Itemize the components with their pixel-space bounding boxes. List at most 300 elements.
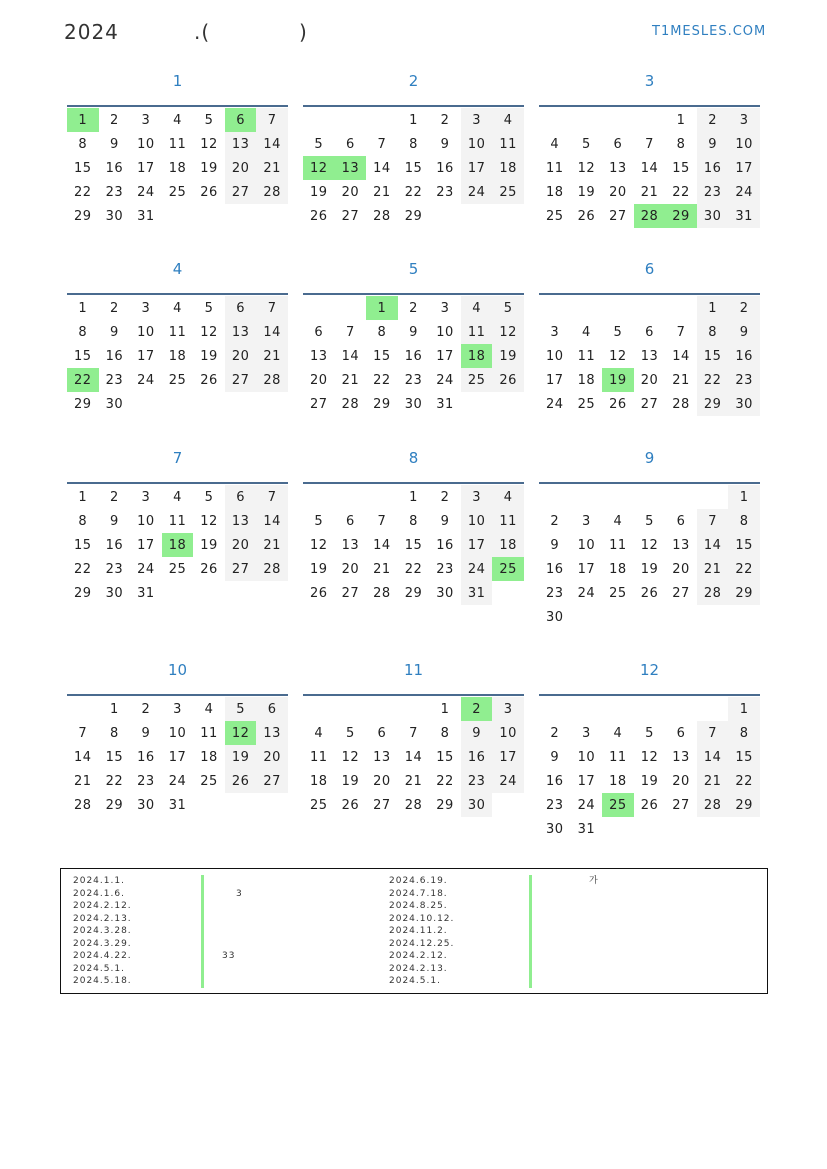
holiday-legend-row — [389, 925, 759, 938]
week-row — [303, 533, 524, 557]
holiday-legend-row — [73, 925, 373, 938]
day-cell: 2 — [550, 513, 560, 529]
day-cell: 12 — [341, 749, 360, 765]
holiday-day-cell: 18 — [461, 344, 493, 368]
empty-cell — [539, 485, 571, 509]
holiday-color-marker — [529, 925, 532, 938]
day-cell: 16 — [105, 537, 124, 553]
weekend-day-cell: 27 — [225, 557, 257, 581]
week-row — [303, 108, 524, 132]
holiday-day-cell: 13 — [335, 156, 367, 180]
empty-cell — [193, 793, 225, 817]
month-rule — [67, 293, 288, 295]
day-cell: 27 — [341, 585, 360, 601]
weekend-day-cell: 8 — [697, 320, 729, 344]
day-cell: 30 — [105, 396, 124, 412]
holiday-legend-right-column — [389, 875, 759, 988]
day-cell: 9 — [141, 725, 151, 741]
day-cell: 4 — [314, 725, 324, 741]
week-row — [67, 721, 288, 745]
holiday-date: 2024.6.19. — [389, 876, 448, 886]
holiday-date: 2024.5.18. — [73, 976, 132, 986]
month-days-table — [539, 296, 760, 416]
day-cell: 30 — [105, 585, 124, 601]
day-cell: 13 — [672, 749, 690, 765]
week-row — [539, 721, 760, 745]
weekend-day-cell: 16 — [461, 745, 493, 769]
empty-cell — [225, 204, 257, 228]
day-cell: 26 — [640, 585, 659, 601]
weekend-day-cell: 14 — [256, 132, 288, 156]
day-cell: 10 — [577, 537, 596, 553]
day-cell: 11 — [168, 136, 187, 152]
week-row — [67, 320, 288, 344]
day-cell: 15 — [373, 348, 391, 364]
holiday-day-cell: 29 — [665, 204, 697, 228]
holiday-color-marker — [201, 938, 204, 951]
empty-cell — [461, 204, 493, 228]
day-cell: 11 — [168, 324, 187, 340]
day-cell: 3 — [173, 701, 182, 717]
day-cell: 2 — [141, 701, 151, 717]
empty-cell — [539, 108, 571, 132]
weekend-day-cell: 10 — [461, 509, 493, 533]
holiday-date: 2024.3.29. — [73, 938, 132, 949]
month-rule — [539, 694, 760, 696]
week-row — [539, 132, 760, 156]
empty-cell — [602, 485, 634, 509]
month-rule — [539, 105, 760, 107]
weekend-day-cell: 19 — [225, 745, 257, 769]
month-days-table — [539, 108, 760, 228]
day-cell: 13 — [373, 749, 391, 765]
month-calendar — [303, 255, 524, 416]
month-title: 5 — [408, 260, 419, 278]
week-row — [303, 320, 524, 344]
weekend-day-cell: 17 — [492, 745, 524, 769]
day-cell: 6 — [345, 136, 355, 152]
day-cell: 22 — [74, 561, 92, 577]
day-cell: 5 — [314, 136, 324, 152]
day-cell: 17 — [137, 537, 155, 553]
weekend-day-cell: 9 — [728, 320, 760, 344]
holiday-color-marker — [529, 913, 532, 926]
empty-cell — [225, 581, 257, 605]
day-cell: 15 — [404, 160, 423, 176]
weekend-day-cell: 3 — [492, 697, 524, 721]
empty-cell — [634, 485, 666, 509]
day-cell: 2 — [109, 112, 119, 128]
day-cell: 6 — [613, 136, 623, 152]
empty-cell — [602, 697, 634, 721]
day-cell: 19 — [200, 348, 218, 364]
empty-cell — [162, 581, 194, 605]
holiday-legend-row — [73, 950, 373, 963]
day-cell: 11 — [609, 749, 627, 765]
day-cell: 24 — [168, 773, 187, 789]
day-cell: 6 — [676, 725, 686, 741]
holiday-date: 2024.12.25. — [389, 938, 455, 949]
day-cell: 29 — [105, 797, 124, 813]
day-cell: 27 — [672, 797, 690, 813]
week-row — [303, 132, 524, 156]
day-cell: 19 — [640, 773, 659, 789]
holiday-date: 2024.4.22. — [73, 951, 132, 961]
empty-cell — [665, 296, 697, 320]
empty-cell — [665, 697, 697, 721]
month-title: 10 — [167, 661, 188, 679]
day-cell: 17 — [577, 773, 596, 789]
empty-cell — [634, 605, 666, 629]
day-cell: 15 — [436, 749, 454, 765]
weekend-day-cell: 6 — [225, 296, 257, 320]
holiday-legend — [60, 868, 768, 994]
empty-cell — [256, 204, 288, 228]
week-row — [303, 180, 524, 204]
holiday-name: 3 — [236, 888, 243, 899]
week-row — [67, 533, 288, 557]
day-cell: 15 — [672, 160, 690, 176]
holiday-date: 2024.2.13. — [73, 913, 132, 924]
day-cell: 6 — [314, 324, 324, 340]
weekend-day-cell: 29 — [728, 793, 760, 817]
day-cell: 26 — [200, 184, 218, 200]
weekend-day-cell: 13 — [225, 509, 257, 533]
holiday-day-cell: 12 — [303, 156, 335, 180]
day-cell: 20 — [310, 372, 328, 388]
day-cell: 25 — [168, 561, 187, 577]
day-cell: 29 — [74, 585, 92, 601]
holiday-color-marker — [201, 925, 204, 938]
day-cell: 2 — [550, 725, 560, 741]
month-days-table — [67, 485, 288, 605]
day-cell: 2 — [440, 112, 450, 128]
week-row — [539, 745, 760, 769]
day-cell: 27 — [672, 585, 690, 601]
week-row — [67, 509, 288, 533]
empty-cell — [634, 817, 666, 841]
weekend-day-cell: 27 — [225, 180, 257, 204]
day-cell: 16 — [546, 773, 564, 789]
holiday-day-cell: 2 — [461, 697, 493, 721]
day-cell: 26 — [640, 797, 659, 813]
month-rule — [67, 482, 288, 484]
month-title: 7 — [172, 449, 183, 467]
holiday-color-marker — [201, 875, 204, 888]
day-cell: 25 — [546, 208, 564, 224]
day-cell: 17 — [546, 372, 564, 388]
holiday-color-marker — [529, 950, 532, 963]
day-cell: 8 — [440, 725, 450, 741]
weekend-day-cell: 30 — [697, 204, 729, 228]
day-cell: 11 — [168, 513, 187, 529]
holiday-date: 2024.5.1. — [389, 976, 441, 986]
weekend-day-cell: 4 — [461, 296, 493, 320]
weekend-day-cell: 10 — [461, 132, 493, 156]
day-cell: 23 — [546, 585, 564, 601]
week-row — [539, 320, 760, 344]
weekend-day-cell: 9 — [461, 721, 493, 745]
day-cell: 20 — [640, 372, 659, 388]
empty-cell — [461, 392, 493, 416]
brand-link[interactable]: T1MESLES.COM — [652, 24, 767, 39]
weekend-day-cell: 5 — [225, 697, 257, 721]
day-cell: 18 — [200, 749, 218, 765]
day-cell: 4 — [173, 300, 182, 316]
week-row — [539, 344, 760, 368]
day-cell: 3 — [581, 513, 591, 529]
empty-cell — [492, 793, 524, 817]
week-row — [303, 344, 524, 368]
weekend-day-cell: 8 — [728, 509, 760, 533]
weekend-day-cell: 17 — [461, 533, 493, 557]
day-cell: 24 — [137, 372, 155, 388]
empty-cell — [539, 697, 571, 721]
day-cell: 21 — [640, 184, 659, 200]
holiday-color-marker — [529, 963, 532, 976]
weekend-day-cell: 28 — [697, 581, 729, 605]
holiday-color-marker — [529, 900, 532, 913]
week-row — [539, 108, 760, 132]
week-row — [303, 581, 524, 605]
weekend-day-cell: 21 — [256, 533, 288, 557]
day-cell: 26 — [609, 396, 627, 412]
day-cell: 26 — [577, 208, 596, 224]
month-title: 6 — [644, 260, 655, 278]
week-row — [303, 368, 524, 392]
day-cell: 19 — [310, 561, 328, 577]
week-row — [303, 557, 524, 581]
empty-cell — [225, 392, 257, 416]
day-cell: 22 — [74, 184, 92, 200]
weekend-day-cell: 4 — [492, 485, 524, 509]
weekend-day-cell: 20 — [256, 745, 288, 769]
week-row — [303, 509, 524, 533]
day-cell: 15 — [74, 537, 92, 553]
holiday-date: 2024.8.25. — [389, 901, 448, 911]
day-cell: 16 — [404, 348, 423, 364]
day-cell: 23 — [105, 184, 124, 200]
day-cell: 7 — [78, 725, 88, 741]
week-row — [539, 793, 760, 817]
week-row — [303, 721, 524, 745]
empty-cell — [193, 392, 225, 416]
weekend-day-cell: 25 — [492, 180, 524, 204]
empty-cell — [256, 793, 288, 817]
holiday-color-marker — [201, 950, 204, 963]
weekend-day-cell: 23 — [697, 180, 729, 204]
weekend-day-cell: 6 — [225, 485, 257, 509]
day-cell: 7 — [676, 324, 686, 340]
day-cell: 27 — [609, 208, 627, 224]
day-cell: 30 — [546, 609, 564, 625]
day-cell: 2 — [409, 300, 418, 316]
day-cell: 12 — [200, 513, 218, 529]
day-cell: 13 — [310, 348, 328, 364]
week-row — [539, 769, 760, 793]
holiday-legend-row — [389, 875, 759, 888]
day-cell: 8 — [109, 725, 119, 741]
empty-cell — [602, 605, 634, 629]
empty-cell — [366, 108, 398, 132]
month-days-table — [67, 296, 288, 416]
day-cell: 7 — [377, 136, 387, 152]
weekend-day-cell: 28 — [697, 793, 729, 817]
weekend-day-cell: 16 — [728, 344, 760, 368]
day-cell: 29 — [404, 585, 423, 601]
month-title: 2 — [408, 72, 419, 90]
day-cell: 18 — [310, 773, 328, 789]
weekend-day-cell: 28 — [256, 368, 288, 392]
weekend-day-cell: 11 — [461, 320, 493, 344]
holiday-color-marker — [529, 888, 532, 901]
weekend-day-cell: 26 — [225, 769, 257, 793]
day-cell: 9 — [109, 324, 119, 340]
month-days-table — [67, 697, 288, 817]
weekend-day-cell: 1 — [728, 697, 760, 721]
day-cell: 17 — [137, 160, 155, 176]
day-cell: 21 — [373, 184, 391, 200]
month-title: 8 — [408, 449, 419, 467]
day-cell: 21 — [672, 372, 690, 388]
month-calendar — [539, 255, 760, 416]
weekend-day-cell: 21 — [697, 769, 729, 793]
day-cell: 16 — [137, 749, 155, 765]
day-cell: 14 — [373, 537, 391, 553]
day-cell: 26 — [310, 208, 328, 224]
day-cell: 8 — [377, 324, 387, 340]
month-rule — [303, 482, 524, 484]
empty-cell — [256, 581, 288, 605]
weekend-day-cell: 11 — [492, 132, 524, 156]
day-cell: 16 — [105, 348, 124, 364]
day-cell: 4 — [613, 513, 623, 529]
day-cell: 20 — [341, 561, 360, 577]
weekend-day-cell: 3 — [461, 108, 493, 132]
day-cell: 12 — [310, 537, 328, 553]
day-cell: 20 — [341, 184, 360, 200]
day-cell: 1 — [676, 112, 686, 128]
day-cell: 9 — [550, 749, 560, 765]
week-row — [67, 180, 288, 204]
empty-cell — [335, 697, 367, 721]
holiday-day-cell: 25 — [602, 793, 634, 817]
weekend-day-cell: 1 — [697, 296, 729, 320]
day-cell: 11 — [546, 160, 564, 176]
empty-cell — [634, 108, 666, 132]
day-cell: 11 — [310, 749, 328, 765]
weekend-day-cell: 11 — [492, 509, 524, 533]
day-cell: 12 — [200, 136, 218, 152]
week-row — [67, 793, 288, 817]
empty-cell — [67, 697, 99, 721]
weekend-day-cell: 20 — [225, 344, 257, 368]
weekend-day-cell: 30 — [728, 392, 760, 416]
week-row — [67, 156, 288, 180]
holiday-day-cell: 6 — [225, 108, 257, 132]
month-calendar — [539, 67, 760, 228]
holiday-date: 2024.7.18. — [389, 888, 448, 899]
day-cell: 25 — [577, 396, 596, 412]
empty-cell — [728, 817, 760, 841]
holiday-color-marker — [201, 913, 204, 926]
day-cell: 20 — [672, 561, 690, 577]
week-row — [67, 697, 288, 721]
day-cell: 19 — [640, 561, 659, 577]
day-cell: 8 — [78, 324, 88, 340]
holiday-date: 2024.3.28. — [73, 926, 132, 936]
holiday-day-cell: 12 — [225, 721, 257, 745]
day-cell: 4 — [550, 136, 560, 152]
month-days-table — [539, 485, 760, 629]
day-cell: 30 — [436, 585, 454, 601]
day-cell: 13 — [672, 537, 690, 553]
month-calendar — [303, 444, 524, 605]
day-cell: 10 — [577, 749, 596, 765]
holiday-legend-row — [73, 963, 373, 976]
weekend-day-cell: 10 — [492, 721, 524, 745]
day-cell: 15 — [74, 160, 92, 176]
day-cell: 16 — [436, 160, 454, 176]
weekend-day-cell: 13 — [225, 132, 257, 156]
empty-cell — [697, 605, 729, 629]
day-cell: 22 — [404, 561, 423, 577]
day-cell: 6 — [645, 324, 654, 340]
day-cell: 25 — [200, 773, 218, 789]
weekend-day-cell: 22 — [728, 557, 760, 581]
week-row — [539, 581, 760, 605]
weekend-day-cell: 20 — [225, 533, 257, 557]
day-cell: 14 — [640, 160, 659, 176]
day-cell: 29 — [436, 797, 454, 813]
day-cell: 7 — [345, 324, 355, 340]
empty-cell — [571, 296, 603, 320]
day-cell: 9 — [109, 513, 119, 529]
holiday-color-marker — [201, 975, 204, 988]
week-row — [303, 485, 524, 509]
month-title: 9 — [644, 449, 655, 467]
empty-cell — [303, 697, 335, 721]
holiday-day-cell: 1 — [67, 108, 99, 132]
month-calendar — [303, 67, 524, 228]
week-row — [303, 745, 524, 769]
day-cell: 3 — [440, 300, 450, 316]
day-cell: 10 — [137, 513, 155, 529]
month-rule — [67, 105, 288, 107]
empty-cell — [665, 817, 697, 841]
day-cell: 3 — [141, 489, 151, 505]
month-rule — [303, 105, 524, 107]
day-cell: 14 — [74, 749, 92, 765]
day-cell: 4 — [613, 725, 623, 741]
day-cell: 17 — [436, 348, 454, 364]
day-cell: 14 — [373, 160, 391, 176]
holiday-date: 2024.1.1. — [73, 876, 125, 886]
week-row — [539, 368, 760, 392]
weekend-day-cell: 15 — [728, 533, 760, 557]
holiday-legend-row — [389, 913, 759, 926]
day-cell: 28 — [373, 585, 391, 601]
holiday-day-cell: 1 — [366, 296, 398, 320]
day-cell: 25 — [609, 585, 627, 601]
day-cell: 12 — [200, 324, 218, 340]
day-cell: 10 — [546, 348, 564, 364]
holiday-legend-row — [73, 875, 373, 888]
day-cell: 28 — [74, 797, 92, 813]
day-cell: 18 — [609, 773, 627, 789]
empty-cell — [162, 392, 194, 416]
week-row — [67, 392, 288, 416]
